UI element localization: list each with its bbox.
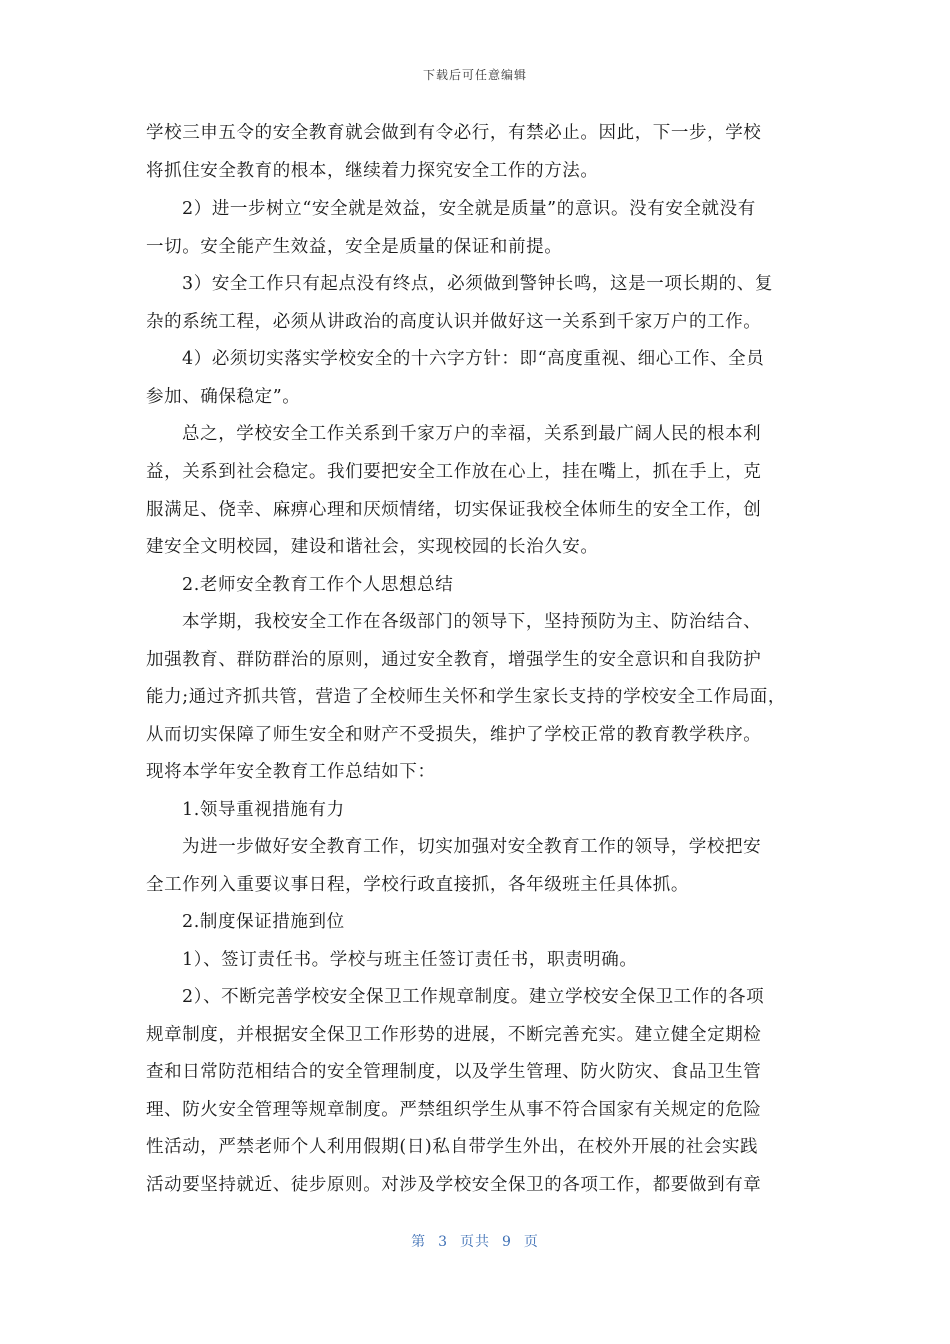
section-heading: 2.老师安全教育工作个人思想总结	[182, 575, 454, 595]
body-line: 加强教育、群防群治的原则，通过安全教育，增强学生的安全意识和自我防护	[146, 650, 762, 670]
page-label-mid: 页共	[460, 1234, 490, 1250]
page-label-suffix: 页	[523, 1234, 539, 1250]
page-footer	[0, 1231, 950, 1251]
page-total: 9	[502, 1234, 512, 1250]
body-line: 3）安全工作只有起点没有终点，必须做到警钟长鸣，这是一项长期的、复	[182, 274, 773, 294]
body-line: 本学期，我校安全工作在各级部门的领导下，坚持预防为主、防治结合、	[182, 612, 762, 632]
body-line: 理、防火安全管理等规章制度。严禁组织学生从事不符合国家有关规定的危险	[146, 1100, 762, 1120]
body-line: 4）必须切实落实学校安全的十六字方针：即“高度重视、细心工作、全员	[182, 349, 765, 369]
body-line: 建安全文明校园，建设和谐社会，实现校园的长治久安。	[146, 537, 599, 557]
section-heading: 2.制度保证措施到位	[182, 912, 345, 932]
body-line: 全工作列入重要议事日程，学校行政直接抓，各年级班主任具体抓。	[146, 875, 689, 895]
body-line: 从而切实保障了师生安全和财产不受损失，维护了学校正常的教育教学秩序。	[146, 725, 762, 745]
section-heading: 1.领导重视措施有力	[182, 800, 345, 820]
body-line: 现将本学年安全教育工作总结如下：	[146, 762, 436, 782]
body-line: 一切。安全能产生效益，安全是质量的保证和前提。	[146, 237, 563, 257]
body-line: 杂的系统工程，必须从讲政治的高度认识并做好这一关系到千家万户的工作。	[146, 312, 762, 332]
body-line: 学校三申五令的安全教育就会做到有令必行，有禁必止。因此，下一步，学校	[146, 123, 762, 143]
body-line: 将抓住安全教育的根本，继续着力探究安全工作的方法。	[146, 161, 599, 181]
body-line: 性活动，严禁老师个人利用假期(日)私自带学生外出，在校外开展的社会实践	[146, 1137, 759, 1157]
body-line: 参加、确保稳定”。	[146, 387, 301, 407]
body-line: 活动要坚持就近、徒步原则。对涉及学校安全保卫的各项工作，都要做到有章	[146, 1175, 762, 1195]
body-line: 2）、不断完善学校安全保卫工作规章制度。建立学校安全保卫工作的各项	[182, 987, 765, 1007]
body-line: 1）、签订责任书。学校与班主任签订责任书，职责明确。	[182, 950, 638, 970]
page-current: 3	[438, 1234, 448, 1250]
body-line: 能力;通过齐抓共管，营造了全校师生关怀和学生家长支持的学校安全工作局面，	[146, 687, 786, 707]
body-line: 规章制度，并根据安全保卫工作形势的进展，不断完善充实。建立健全定期检	[146, 1025, 762, 1045]
body-line: 益，关系到社会稳定。我们要把安全工作放在心上，挂在嘴上，抓在手上，克	[146, 462, 762, 482]
header-note: 下载后可任意编辑	[422, 68, 527, 82]
body-line: 总之，学校安全工作关系到千家万户的幸福，关系到最广阔人民的根本利	[182, 424, 762, 444]
body-line: 查和日常防范相结合的安全管理制度，以及学生管理、防火防灾、食品卫生管	[146, 1062, 762, 1082]
body-line: 2）进一步树立“安全就是效益，安全就是质量”的意识。没有安全就没有	[182, 199, 756, 219]
page-label-prefix: 第	[411, 1234, 427, 1250]
body-line: 为进一步做好安全教育工作，切实加强对安全教育工作的领导，学校把安	[182, 837, 762, 857]
body-line: 服满足、侥幸、麻痹心理和厌烦情绪，切实保证我校全体师生的安全工作，创	[146, 500, 762, 520]
